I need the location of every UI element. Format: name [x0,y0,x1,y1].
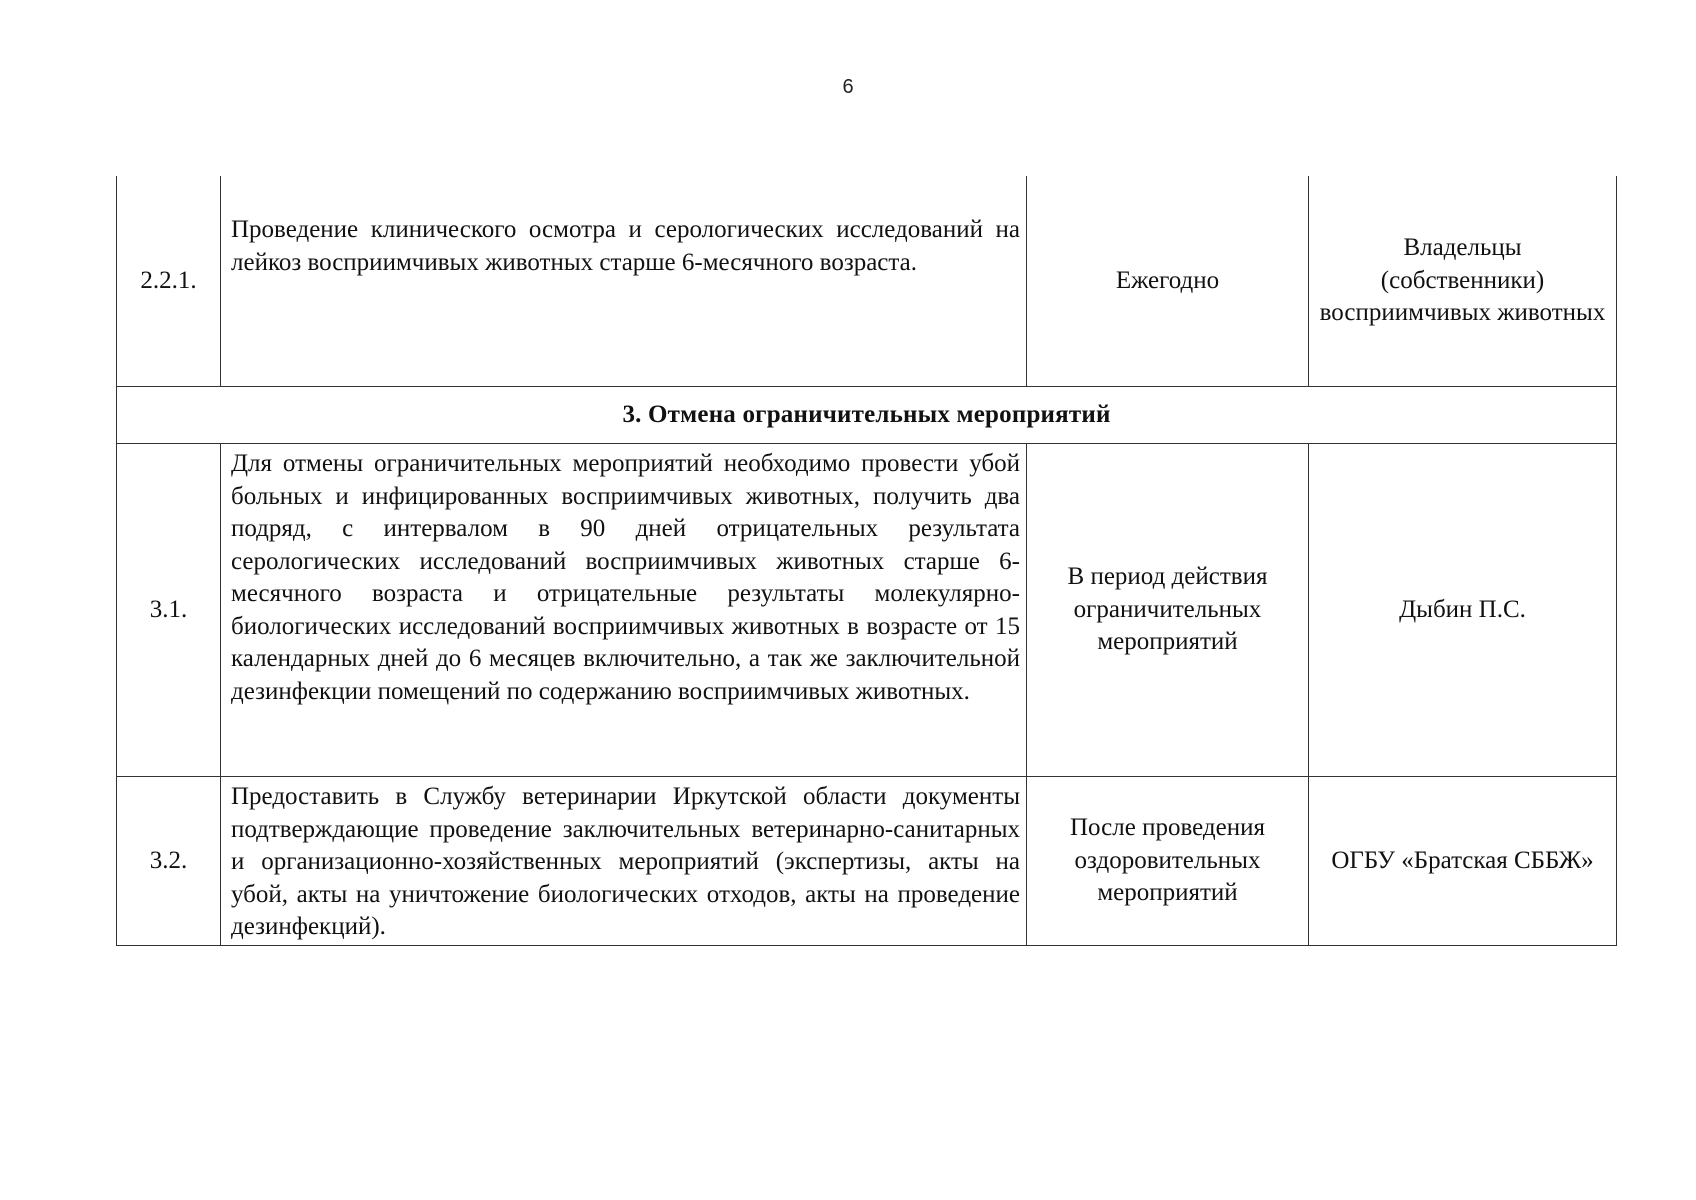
section-title: 3. Отмена ограничительных мероприятий [117,387,1617,444]
row-number: 2.2.1. [117,176,221,387]
measures-table [116,176,1617,946]
page-number: 6 [842,76,854,98]
measure-description: Проведение клинического осмотра и серологических исследований на лейкоз восприимчивых животных старше 6-месячного возраста. [221,176,1027,387]
measure-responsible: Дыбин П.С. [1309,444,1617,777]
section-header-row [117,387,1617,444]
measure-term: После проведения оздоровительных мероприятий [1027,777,1309,946]
measure-description: Предоставить в Службу ветеринарии Иркутской области документы подтверждающие проведение заключительных ветеринарно-санитарных и организационно-хозяйственных мероприятий (экспертизы, акты на убой, акты на уничтожение биологических отходов, акты на проведение дезинфекций). [221,777,1027,946]
table-row-2-2-1 [117,176,1617,387]
row-number: 3.1. [117,444,221,777]
row-number: 3.2. [117,777,221,946]
table-row-3-1 [117,444,1617,777]
measure-term: Ежегодно [1027,176,1309,387]
table-row-3-2 [117,777,1617,946]
measure-responsible: ОГБУ «Братская СББЖ» [1309,777,1617,946]
measure-responsible: Владельцы (собственники) восприимчивых животных [1309,176,1617,387]
measure-term: В период действия ограничительных мероприятий [1027,444,1309,777]
measure-description: Для отмены ограничительных мероприятий необходимо провести убой больных и инфицированных восприимчивых животных, получить два подряд, с интервалом в 90 дней отрицательных результата серологических исследований восприимчивых животных старше 6-месячного возраста и отрицательные результаты молекулярно-биологических исследований восприимчивых животных в возрасте от 15 календарных дней до 6 месяцев включительно, а так же заключительной дезинфекции помещений по содержанию восприимчивых животных. [221,444,1027,777]
